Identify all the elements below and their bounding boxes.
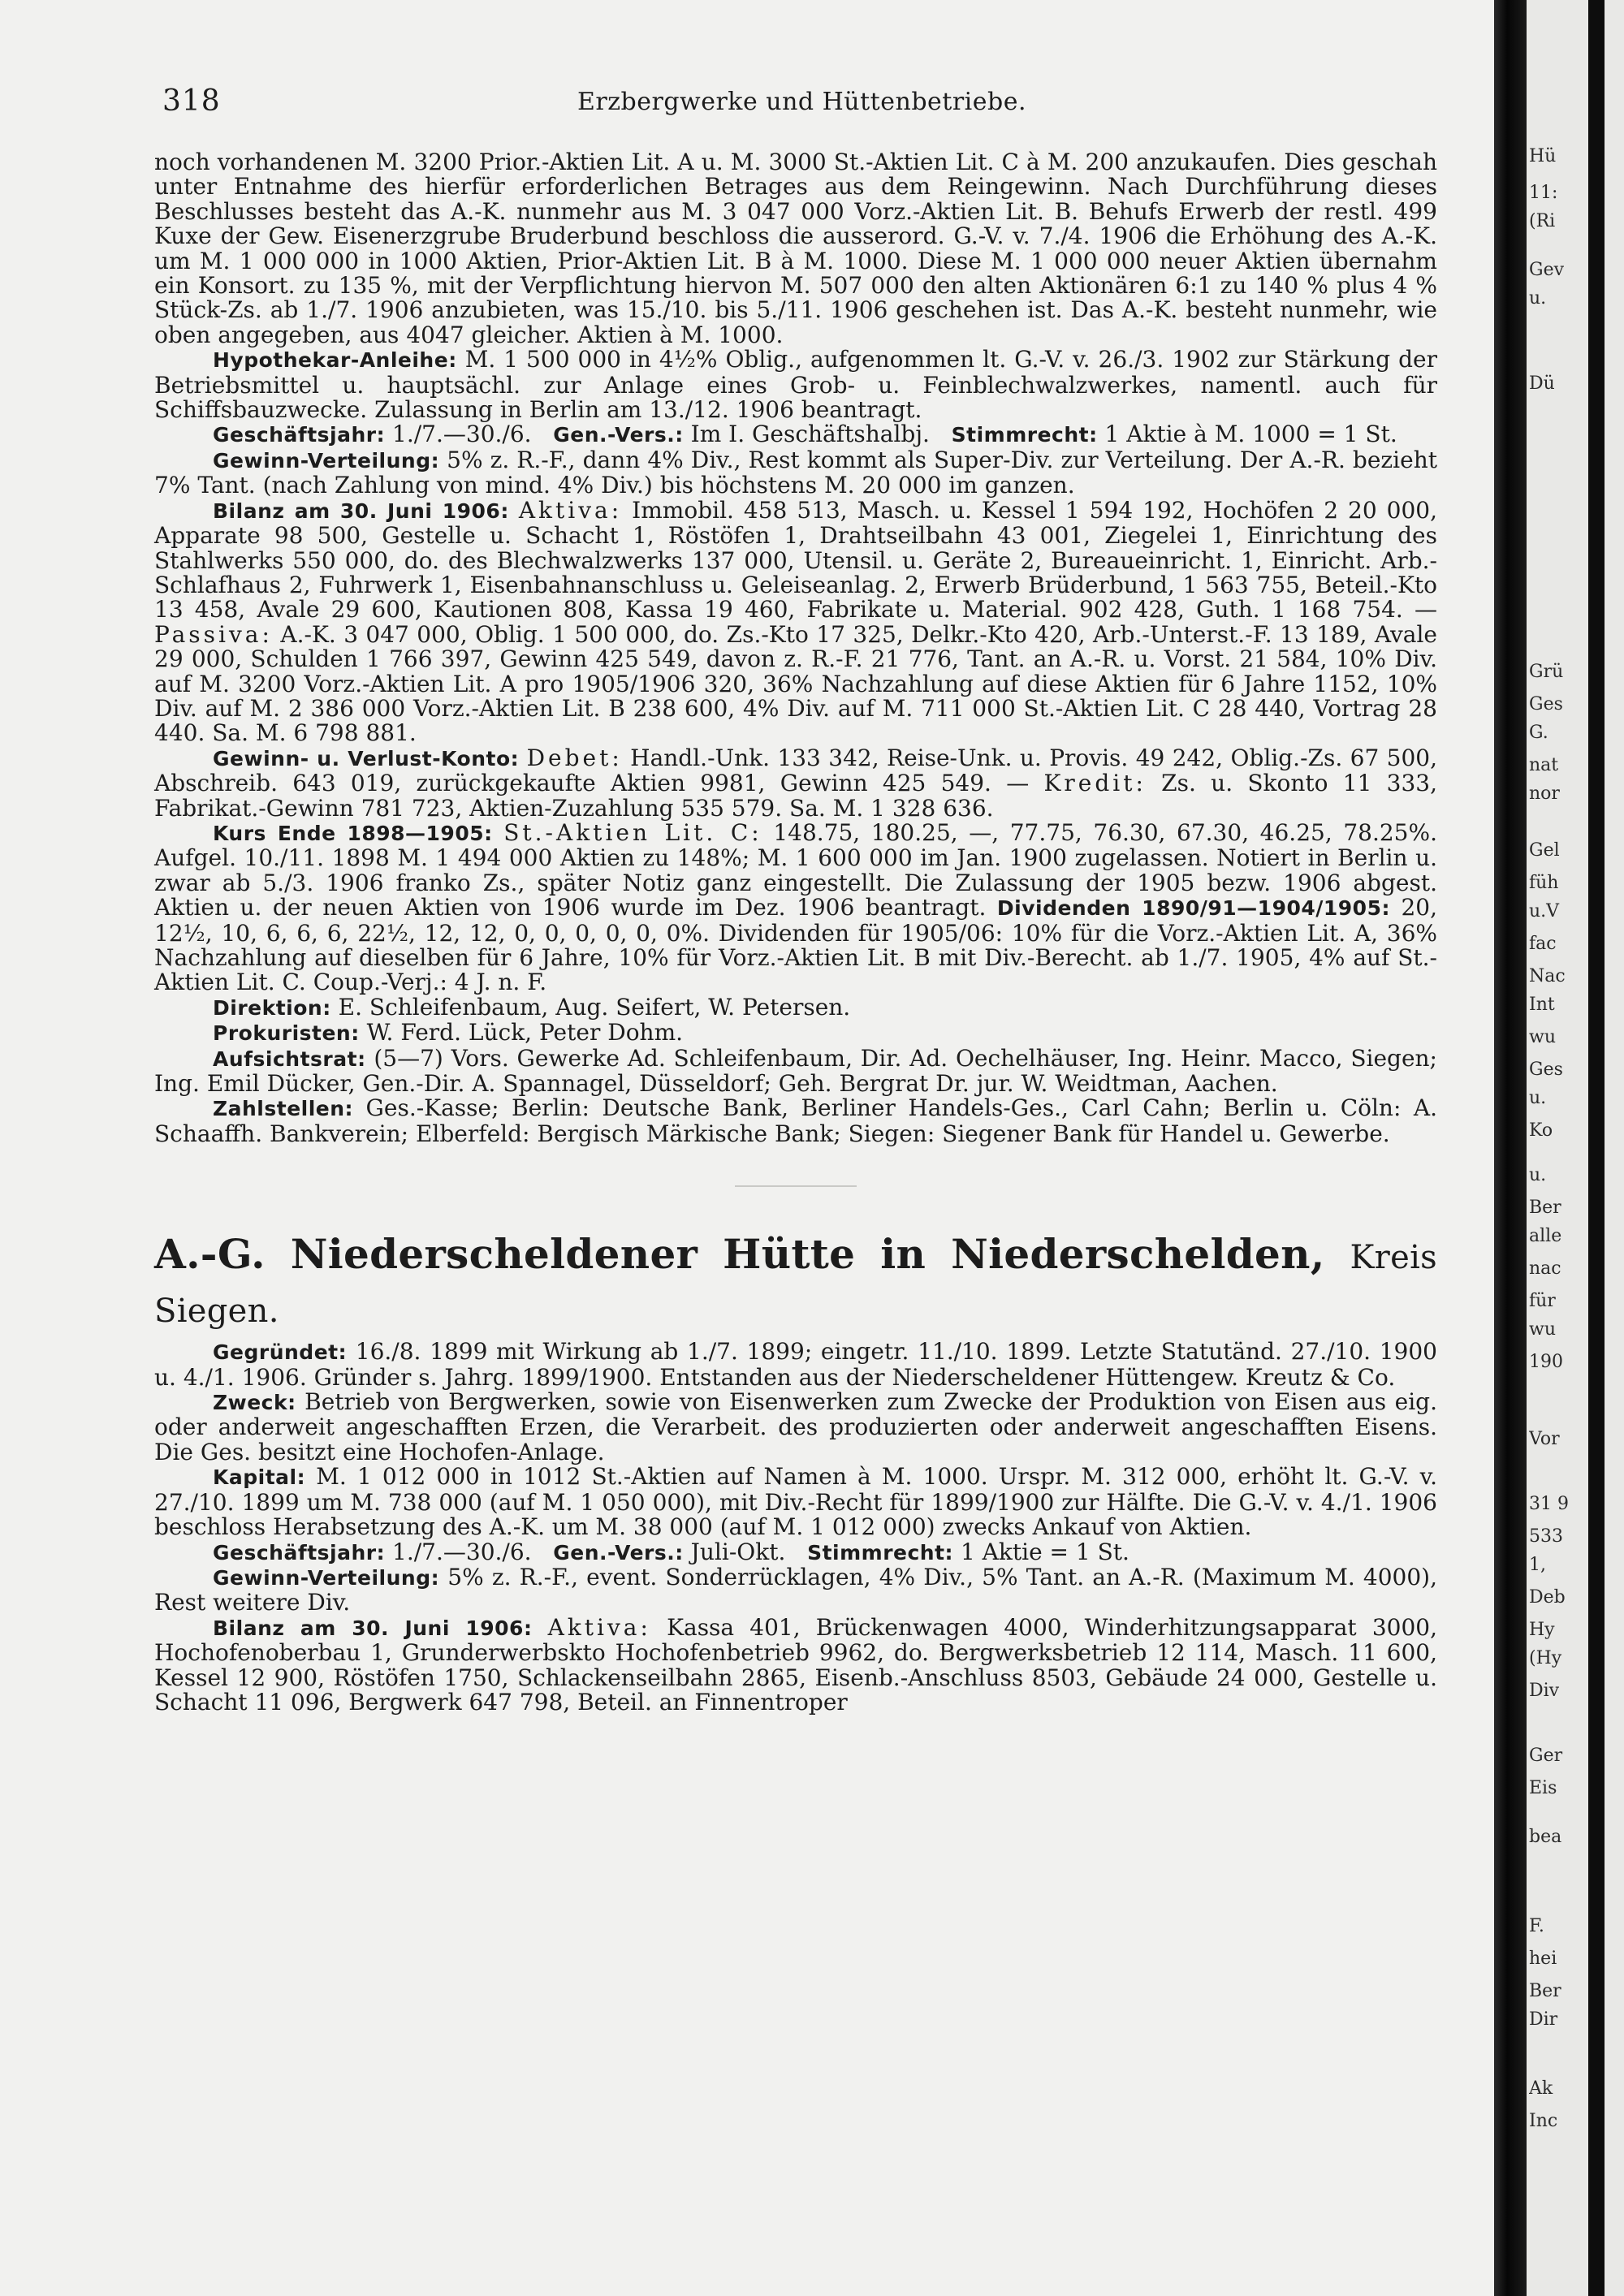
- adjacent-page-fragment: Div: [1529, 1681, 1560, 1701]
- adjacent-page-fragment: u.: [1529, 1088, 1553, 1108]
- adjacent-page-fragment: Ber: [1529, 1981, 1561, 2001]
- stimm-label: Stimmrecht:: [951, 423, 1098, 447]
- adjacent-page-fragment: alle: [1529, 1226, 1562, 1246]
- adjacent-page-fragment: Vor: [1529, 1429, 1560, 1449]
- zahlstellen-text: Ges.-Kasse; Berlin: Deutsche Bank, Berliner Handels-Ges., Carl Cahn; Berlin u. Cöln: A. Schaaffh. Bankverein; Elberfeld: Bergisch Märkische Bank; Siegen: Siegener Bank für Handel u. Gewerbe.: [154, 1094, 1437, 1147]
- gv-text: Im I. Geschäftshalbj.: [690, 421, 930, 448]
- zahlstellen-label: Zahlstellen:: [213, 1097, 354, 1121]
- adjacent-page-fragment: nat: [1529, 755, 1559, 775]
- adjacent-page-fragment: Grü: [1529, 662, 1564, 682]
- adjacent-page-fragment: 11:: [1529, 183, 1558, 203]
- direktion-paragraph: [154, 995, 1437, 1021]
- adjacent-page-shadow: [1588, 0, 1605, 2296]
- zweck-label: Zweck:: [213, 1391, 296, 1415]
- aufsichtsrat-text: (5—7) Vors. Gewerke Ad. Schleifenbaum, Dir. Ad. Oechelhäuser, Ing. Heinr. Macco, Siegen; Ing. Emil Dücker, Gen.-Dir. A. Spannagel, Düsseldorf; Geh. Bergrat Dr. jur. W. Weidtman, Aachen.: [154, 1044, 1437, 1098]
- meta2-paragraph: [154, 1540, 1437, 1565]
- gj-text: 1./7.—30./6.: [392, 421, 532, 448]
- adjacent-page-fragment: G.: [1529, 723, 1554, 743]
- gegruendet-text: 16./8. 1899 mit Wirkung ab 1./7. 1899; eingetr. 11./10. 1899. Letzte Statutänd. 27./10. 1900 u. 4./1. 1906. Gründer s. Jahrg. 1899/1900. Entstanden aus der Niederscheldener Hüttengew. Kreutz & Co.: [154, 1338, 1437, 1391]
- adjacent-page-fragment: Inc: [1529, 2111, 1558, 2131]
- kurs-paragraph: [154, 818, 1437, 996]
- adjacent-page-fragment: Deb: [1529, 1587, 1566, 1608]
- kapital-label: Kapital:: [213, 1465, 306, 1490]
- bilanz2-aktiva-label: Aktiva:: [547, 1613, 651, 1641]
- adjacent-page-fragment: nac: [1529, 1258, 1561, 1279]
- bilanz2-label: Bilanz am 30. Juni 1906:: [213, 1616, 533, 1640]
- gewinn-text: 5% z. R.-F., dann 4% Div., Rest kommt als Super-Div. zur Verteilung. Der A.-R. bezieht 7% Tant. (nach Zahlung von mind. 4% Div.) bis höchstens M. 20 000 im ganzen.: [154, 446, 1437, 499]
- adjacent-page-fragment: wu: [1529, 1027, 1556, 1047]
- guv-text-kredit: Zs. u. Skonto 11 333, Fabrikat.-Gewinn 781 723, Aktien-Zuzahlung 535 579. Sa. M. 1 328 636.: [154, 770, 1437, 822]
- guv-debet-label: Debet:: [526, 744, 623, 771]
- kapital-text: M. 1 012 000 in 1012 St.-Aktien auf Namen à M. 1000. Urspr. M. 312 000, erhöht lt. G.-V. v. 27./10. 1899 um M. 738 000 (auf M. 1 050 000), mit Div.-Recht für 1899/1900 zur Hälfte. Die G.-V. v. 4./1. 1906 beschloss Herabsetzung des A.-K. um M. 38 000 (auf M. 1 012 000) zwecks Ankauf von Aktien.: [154, 1463, 1437, 1541]
- running-title: Erzbergwerke und Hüttenbetriebe.: [577, 88, 1027, 116]
- adjacent-page-fragment: bea: [1529, 1827, 1562, 1847]
- adjacent-page-fragment: Ber: [1529, 1198, 1561, 1218]
- hypothek-label: Hypothekar-Anleihe:: [213, 348, 457, 373]
- adjacent-page-fragment: fac: [1529, 934, 1557, 954]
- company-title: [154, 1229, 1437, 1336]
- company-title-main: A.-G. Niederscheldener Hütte in Niederschelden,: [154, 1230, 1325, 1279]
- adjacent-page-fragment: 190: [1529, 1352, 1563, 1372]
- bilanz-text-passiva: A.-K. 3 047 000, Oblig. 1 500 000, do. Zs.-Kto 17 325, Delkr.-Kto 420, Arb.-Unterst.-F. 13 189, Avale 29 000, Schulden 1 766 397, Gewinn 425 549, davon z. R.-F. 21 776, Tant. an A.-R. u. Vorst. 21 584, 10% Div. auf M. 3200 Vorz.-Aktien Lit. A pro 1905/1906 320, 36% Nachzahlung auf diese Aktien für 6 Jahre 1152, 10% Div. auf M. 2 386 000 Vorz.-Aktien Lit. B 238 600, 4% Div. auf M. 711 000 St.-Aktien Lit. C 28 440, Vortrag 28 440. Sa. M. 6 798 881.: [154, 620, 1438, 747]
- kapital-paragraph: [154, 1465, 1437, 1539]
- gewinn-paragraph: [154, 448, 1437, 498]
- gewinn2-label: Gewinn-Verteilung:: [213, 1565, 440, 1590]
- bilanz-text-aktiva: Immobil. 458 513, Masch. u. Kessel 1 594 192, Hochöfen 2 20 000, Apparate 98 500, Gestelle u. Schacht 1, Röstöfen 1, Drahtseilbahn 43 001, Ziegelei 1, Einrichtung des Stahlwerks 550 000, do. des Blechwalzwerks 137 000, Utensil. u. Geräte 2, Bureaueinricht. 1, Einricht. Arb.-Schlafhaus 2, Fuhrwerk 1, Eisenbahnanschluss u. Geleiseanlag. 2, Erwerb Brüderbund, 1 563 755, Beteil.-Kto 13 458, Avale 29 600, Kautionen 808, Kassa 19 460, Fabrikate u. Material. 902 428, Guth. 1 168 754. —: [154, 496, 1438, 624]
- stimm2-label: Stimmrecht:: [807, 1540, 954, 1564]
- zweck-paragraph: [154, 1390, 1437, 1465]
- stimm2-text: 1 Aktie = 1 St.: [960, 1538, 1129, 1565]
- guv-text-debet: Handl.-Unk. 133 342, Reise-Unk. u. Provis. 49 242, Oblig.-Zs. 67 500, Abschreib. 643 019, zurückgekaufte Aktien 9981, Gewinn 425 549. —: [154, 744, 1438, 797]
- adjacent-page-fragment: u.: [1529, 1165, 1553, 1185]
- adjacent-page-fragment: für: [1529, 1291, 1556, 1311]
- page-number: 318: [162, 84, 221, 118]
- adjacent-page-fragment: (Ri: [1529, 211, 1556, 231]
- zweck-text: Betrieb von Bergwerken, sowie von Eisenwerken zum Zwecke der Produktion von Eisen aus eig. oder anderweit angeschafften Erzen, die Verarbeit. des produzierten oder anderweit angeschafften Eisens. Die Ges. besitzt eine Hochofen-Anlage.: [154, 1388, 1437, 1465]
- gj-label: Geschäftsjahr:: [213, 423, 386, 447]
- gewinn2-paragraph: [154, 1565, 1437, 1616]
- guv-label: Gewinn- u. Verlust-Konto:: [213, 746, 520, 770]
- hypothek-paragraph: [154, 347, 1437, 422]
- adjacent-page-fragment: (Hy: [1529, 1648, 1562, 1668]
- bilanz-passiva-label: Passiva:: [154, 620, 273, 648]
- meta-paragraph: [154, 422, 1437, 447]
- adjacent-page-fragment: u.V: [1529, 901, 1560, 921]
- adjacent-page-fragment: Dü: [1529, 373, 1555, 394]
- adjacent-page-fragment: 31 9: [1529, 1494, 1569, 1514]
- company-title-location: Kreis Siegen.: [154, 1239, 1437, 1331]
- gv2-text: Juli-Okt.: [690, 1538, 786, 1565]
- adjacent-page-fragment: Ges: [1529, 1060, 1563, 1080]
- adjacent-page-fragment: Nac: [1529, 966, 1566, 986]
- prokuristen-paragraph: [154, 1021, 1437, 1046]
- bilanz-paragraph: [154, 498, 1437, 746]
- gewinn2-text: 5% z. R.-F., event. Sonderrücklagen, 4% Div., 5% Tant. an A.-R. (Maximum M. 4000), Rest weitere Div.: [154, 1563, 1438, 1616]
- adjacent-page-fragment: Dir: [1529, 2009, 1558, 2030]
- adjacent-page-fragment: Ko: [1529, 1120, 1553, 1141]
- adjacent-page-fragment: Hü: [1529, 146, 1557, 166]
- gj2-text: 1./7.—30./6.: [392, 1538, 532, 1565]
- zahlstellen-paragraph: [154, 1096, 1437, 1146]
- kurs-text: 148.75, 180.25, —, 77.75, 76.30, 67.30, 46.25, 78.25%. Aufgel. 10./11. 1898 M. 1 494 000 Aktien zu 148%; M. 1 600 000 im Jan. 1900 zugelassen. Notiert in Berlin u. zwar ab 5./3. 1906 franko Zs., später Notiz ganz eingestellt. Die Zulassung der 1905 bezw. 1906 abgest. Aktien u. der neuen Aktien von 1906 wurde im Dez. 1906 beantragt.: [154, 818, 1437, 921]
- kurs-label: Kurs Ende 1898—1905:: [213, 821, 493, 845]
- prokuristen-label: Prokuristen:: [213, 1021, 360, 1046]
- adjacent-page-fragment: Eis: [1529, 1778, 1557, 1798]
- gegruendet-label: Gegründet:: [213, 1340, 348, 1365]
- adjacent-page-edge: [1527, 0, 1624, 2296]
- gv-label: Gen.-Vers.:: [553, 423, 684, 447]
- gewinn-label: Gewinn-Verteilung:: [213, 448, 440, 473]
- dividenden-label: Dividenden 1890/91—1904/1905:: [996, 896, 1390, 921]
- stimm-text: 1 Aktie à M. 1000 = 1 St.: [1104, 421, 1397, 448]
- intro-paragraph: noch vorhandenen M. 3200 Prior.-Aktien Lit. A u. M. 3000 St.-Aktien Lit. C à M. 200 anzukaufen. Dies geschah unter Entnahme des hierfür erforderlichen Betrages aus dem Reingewinn. Nach Durchführung dieses Beschlusses besteht das A.-K. nunmehr aus M. 3 047 000 Vorz.-Aktien Lit. B. Behufs Erwerb der restl. 499 Kuxe der Gew. Eisenerzgrube Bruderbund beschloss die ausserord. G.-V. v. 7./4. 1906 die Erhöhung des A.-K. um M. 1 000 000 in 1000 Aktien, Prior-Aktien Lit. B à M. 1000. Diese M. 1 000 000 neuer Aktien übernahm ein Konsort. zu 135 %, mit der Verpflichtung hiervon M. 507 000 den alten Aktionären 6:1 zu 140 % plus 4 % Stück-Zs. ab 1./7. 1906 anzubieten, was 15./10. bis 5./11. 1906 geschehen ist. Das A.-K. besteht nunmehr, wie oben angegeben, aus 4047 gleicher. Aktien à M. 1000.: [154, 149, 1437, 348]
- prokuristen-text: W. Ferd. Lück, Peter Dohm.: [366, 1019, 684, 1047]
- adjacent-page-fragment: 533: [1529, 1526, 1563, 1547]
- adjacent-page-fragment: Ges: [1529, 694, 1563, 714]
- adjacent-page-fragment: Gev: [1529, 260, 1565, 280]
- gv2-label: Gen.-Vers.:: [553, 1540, 684, 1564]
- adjacent-page-fragment: Ger: [1529, 1746, 1563, 1766]
- bilanz-aktiva-label: Aktiva:: [518, 496, 623, 524]
- kurs-sub-label: St.-Aktien Lit. C:: [503, 818, 762, 846]
- gj2-label: Geschäftsjahr:: [213, 1540, 386, 1564]
- adjacent-page-fragment: Int: [1529, 995, 1555, 1015]
- adjacent-page-fragment: Ak: [1529, 2078, 1553, 2099]
- guv-paragraph: [154, 746, 1437, 821]
- dividenden-text: 20, 12½, 10, 6, 6, 6, 22½, 12, 12, 0, 0, 0, 0, 0, 0%. Dividenden für 1905/06: 10% für die Vorz.-Aktien Lit. A, 36% Nachzahlung auf dieselben für 6 Jahre, 10% für Vorz.-Aktien Lit. B mit Div.-Berecht. ab 1./7. 1905, 4% auf St.-Aktien Lit. C. Coup.-Verj.: 4 J. n. F.: [154, 894, 1437, 996]
- section-divider: [735, 1185, 857, 1187]
- bilanz2-text: Kassa 401, Brückenwagen 4000, Winderhitzungsapparat 3000, Hochofenoberbau 1, Grunderwerbskto Hochofenbetrieb 9962, do. Bergwerksbetrieb 12 114, Masch. 11 600, Kessel 12 900, Röstöfen 1750, Schlackenseilbahn 2865, Eisenb.-Anschluss 8503, Gebäude 24 000, Gestelle u. Schacht 11 096, Bergwerk 647 798, Beteil. an Finnentroper: [154, 1613, 1437, 1716]
- adjacent-page-fragment: füh: [1529, 873, 1559, 893]
- adjacent-page-fragment: wu: [1529, 1319, 1556, 1340]
- bilanz2-paragraph: [154, 1613, 1437, 1716]
- aufsichtsrat-label: Aufsichtsrat:: [213, 1047, 366, 1071]
- guv-kredit-label: Kredit:: [1043, 770, 1147, 797]
- adjacent-page-fragment: nor: [1529, 783, 1560, 804]
- book-gutter: [1494, 0, 1527, 2296]
- adjacent-page-fragment: Gel: [1529, 840, 1560, 861]
- page-content: [154, 150, 1437, 1715]
- aufsichtsrat-paragraph: [154, 1044, 1437, 1098]
- adjacent-page-fragment: hei: [1529, 1949, 1557, 1969]
- bilanz-label: Bilanz am 30. Juni 1906:: [213, 498, 509, 523]
- adjacent-page-fragment: F.: [1529, 1916, 1550, 1936]
- page-header: [162, 84, 1441, 120]
- direktion-label: Direktion:: [213, 995, 331, 1020]
- adjacent-page-fragment: 1,: [1529, 1555, 1552, 1575]
- adjacent-page-fragment: u.: [1529, 288, 1547, 309]
- hypothek-text: M. 1 500 000 in 4½% Oblig., aufgenommen lt. G.-V. v. 26./3. 1902 zur Stärkung der Betriebsmittel u. hauptsächl. zur Anlage eines Grob- u. Feinblechwalzwerkes, namentl. auch für Schiffsbauzwecke. Zulassung in Berlin am 13./12. 1906 beantragt.: [154, 346, 1437, 424]
- direktion-text: E. Schleifenbaum, Aug. Seifert, W. Petersen.: [338, 993, 851, 1021]
- adjacent-page-fragment: Hy: [1529, 1620, 1555, 1640]
- gegruendet-paragraph: [154, 1340, 1437, 1390]
